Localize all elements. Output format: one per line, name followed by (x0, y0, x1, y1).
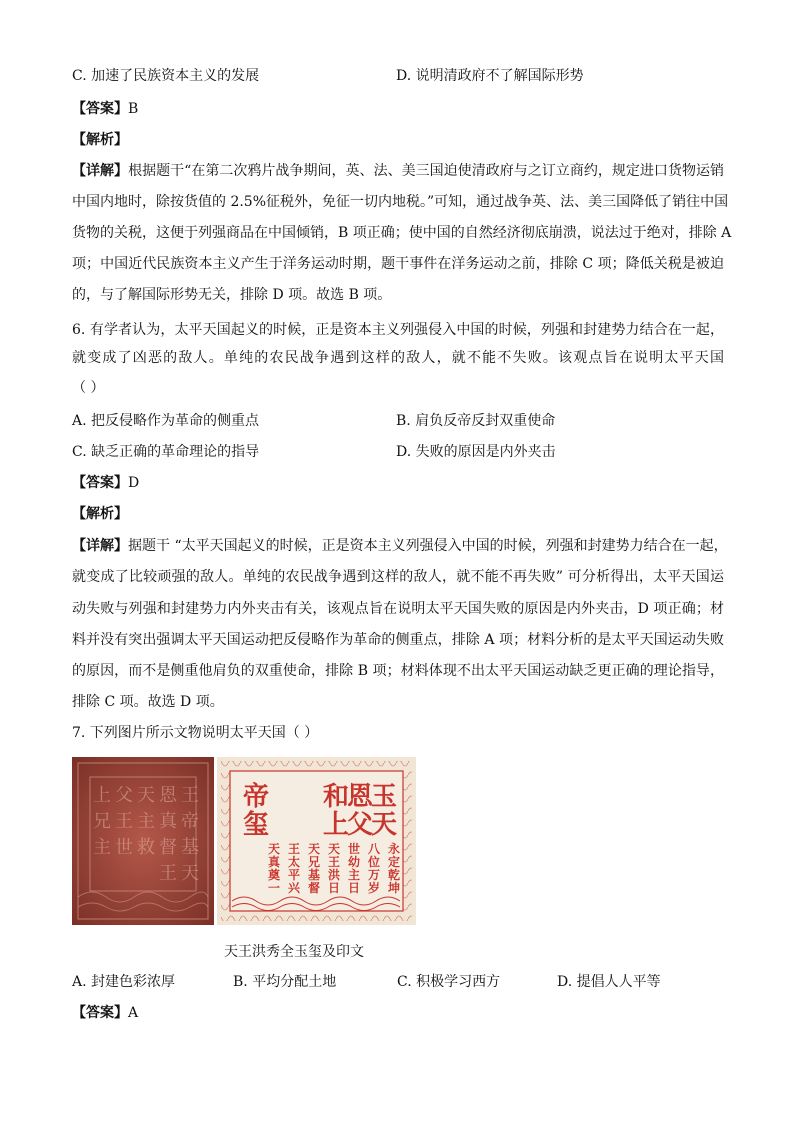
stone-glyph: 主 (137, 811, 155, 832)
seal-glyph: 定 (387, 855, 401, 869)
seal-glyph: 平 (287, 868, 301, 882)
q7-option-d: D. 提倡人人平等 (557, 974, 661, 990)
q6-detail-line (72, 537, 728, 555)
q5-detail-line (72, 162, 724, 180)
seal-glyph: 王 (287, 842, 301, 856)
q6-detail-line: 料并没有突出强调太平天国运动把反侵略作为革命的侧重点，排除 A 项；材料分析的是太平天国运动失败 (72, 632, 724, 648)
seal-glyph: 天 (307, 842, 321, 856)
seal-glyph: 玉 (370, 782, 398, 812)
stone-glyph: 基 (181, 837, 199, 858)
answer-value: B (128, 101, 139, 117)
seal-glyph: 世 (347, 842, 361, 856)
stone-glyph: 王 (115, 811, 133, 832)
answer-value: D (128, 475, 140, 491)
q6-stem-line: 就变成了凶恶的敌人。单纯的农民战争遇到这样的敌人，就不能不失败。该观点旨在说明太平天国 (72, 350, 724, 366)
answer-tag: 【答案】 (72, 101, 128, 117)
seal-glyph: 恩 (346, 782, 374, 812)
stone-glyph: 主 (93, 837, 111, 858)
seal-glyph: 天 (370, 810, 398, 840)
seal-glyph: 父 (346, 810, 374, 840)
seal-glyph: 永 (387, 842, 401, 856)
stone-glyph: 世 (115, 837, 133, 858)
stone-glyph: 王 (181, 785, 199, 806)
answer-tag: 【答案】 (72, 1005, 128, 1021)
detail-text: 据题干 “太平天国起义的时候，正是资本主义列强侵入中国的时候，列强和封建势力结合在一起， (128, 538, 728, 554)
seal-glyph: 日 (327, 881, 341, 895)
seal-glyph: 幼 (347, 855, 361, 869)
seal-glyph: 一 (267, 881, 281, 895)
q7-option-b: B. 平均分配土地 (233, 974, 337, 990)
seal-glyph: 兴 (287, 881, 301, 895)
q7-answer (72, 1004, 138, 1022)
seal-glyph: 王 (327, 855, 341, 869)
q5-detail-line: 的，与了解国际形势无关，排除 D 项。故选 B 项。 (72, 287, 392, 303)
q6-detail-line: 就变成了比较顽强的敌人。单纯的农民战争遇到这样的敌人，就不能不再失败” 可分析得出，太平天国运 (72, 569, 724, 585)
seal-glyph: 八 (367, 842, 381, 856)
q5-answer (72, 100, 138, 118)
seal-glyph: 兄 (307, 855, 321, 869)
answer-tag: 【答案】 (72, 475, 128, 491)
q7-option-c: C. 积极学习西方 (397, 974, 501, 990)
stone-glyph: 父 (115, 785, 133, 806)
seal-glyph: 玺 (242, 810, 270, 840)
seal-glyph: 岁 (367, 881, 381, 895)
q5-option-d: D. 说明清政府不了解国际形势 (396, 68, 584, 84)
q5-detail-line: 项；中国近代民族资本主义产生于洋务运动时期，题干事件在洋务运动之前，排除 C 项；降低关税是被迫 (72, 256, 724, 272)
seal-glyph: 天 (327, 842, 341, 856)
answer-value: A (128, 1005, 139, 1021)
figure-caption: 天王洪秀全玉玺及印文 (224, 944, 364, 960)
seal-glyph: 位 (367, 855, 381, 869)
stone-glyph: 上 (93, 785, 111, 806)
seal-glyph: 万 (367, 868, 381, 882)
seal-glyph: 和 (322, 782, 350, 812)
q7-option-a: A. 封建色彩浓厚 (72, 974, 176, 990)
q7-stem: 7. 下列图片所示文物说明太平天国（ ） (72, 725, 319, 741)
seal-glyph: 上 (322, 810, 350, 840)
seal-glyph: 主 (347, 868, 361, 882)
seal-impression (217, 757, 416, 925)
stone-glyph: 天 (181, 863, 199, 884)
stone-glyph: 王 (159, 863, 177, 884)
seal-glyph: 奠 (267, 868, 281, 882)
seal-glyph: 天 (267, 842, 281, 856)
seal-glyph: 督 (307, 881, 321, 895)
q6-detail-line: 动失败与列强和封建势力内外夹击有关，该观点旨在说明太平天国失败的原因是内外夹击，D 项正确；材 (72, 601, 724, 617)
seal-glyph: 坤 (387, 881, 401, 895)
q6-stem-line: （ ） (72, 380, 105, 396)
seal-glyph: 太 (287, 855, 301, 869)
q5-analysis-tag: 【解析】 (72, 132, 128, 148)
stone-glyph: 恩 (159, 785, 177, 806)
seal-glyph: 洪 (327, 868, 341, 882)
q6-detail-line: 排除 C 项。故选 D 项。 (72, 694, 224, 710)
seal-glyph: 乾 (387, 868, 401, 882)
q6-option-b: B. 肩负反帝反封双重使命 (396, 413, 556, 429)
q6-answer (72, 474, 139, 492)
seal-photo (72, 757, 416, 925)
q6-option-c: C. 缺乏正确的革命理论的指导 (72, 444, 260, 460)
stone-seal (72, 757, 214, 925)
seal-glyph: 基 (307, 868, 321, 882)
q6-detail-line: 的原因，而不是侧重他肩负的双重使命，排除 B 项；材料体现不出太平天国运动缺乏更正确的理论指导， (72, 663, 724, 679)
stone-glyph: 督 (159, 837, 177, 858)
q6-analysis-tag: 【解析】 (72, 506, 128, 522)
stone-glyph: 天 (137, 785, 155, 806)
detail-text: 根据题干“在第二次鸦片战争期间，英、法、美三国迫使清政府与之订立商约，规定进口货物运销 (128, 163, 725, 179)
q6-option-a: A. 把反侵略作为革命的侧重点 (72, 413, 260, 429)
seal-glyph: 日 (347, 881, 361, 895)
q6-stem-line: 6. 有学者认为，太平天国起义的时候，正是资本主义列强侵入中国的时候，列强和封建势力结合在一起， (72, 322, 724, 338)
detail-tag: 【详解】 (72, 163, 129, 179)
seal-glyph: 真 (267, 855, 281, 869)
q5-detail-line: 货物的关税，这便于列强商品在中国倾销，B 项正确；使中国的自然经济彻底崩溃，说法过于绝对，排除 A (72, 225, 732, 241)
q6-option-d: D. 失败的原因是内外夹击 (396, 444, 556, 460)
seal-glyph: 帝 (242, 782, 270, 812)
stone-glyph: 兄 (93, 811, 111, 832)
q5-detail-line: 中国内地时，除按货值的 2.5%征税外，免征一切内地税。”可知，通过战争英、法、美三国降低了销往中国 (72, 194, 729, 210)
detail-tag: 【详解】 (72, 538, 128, 554)
stone-glyph: 救 (137, 837, 155, 858)
stone-glyph: 帝 (181, 811, 199, 832)
stone-glyph: 真 (159, 811, 177, 832)
q5-option-c: C. 加速了民族资本主义的发展 (72, 68, 260, 84)
